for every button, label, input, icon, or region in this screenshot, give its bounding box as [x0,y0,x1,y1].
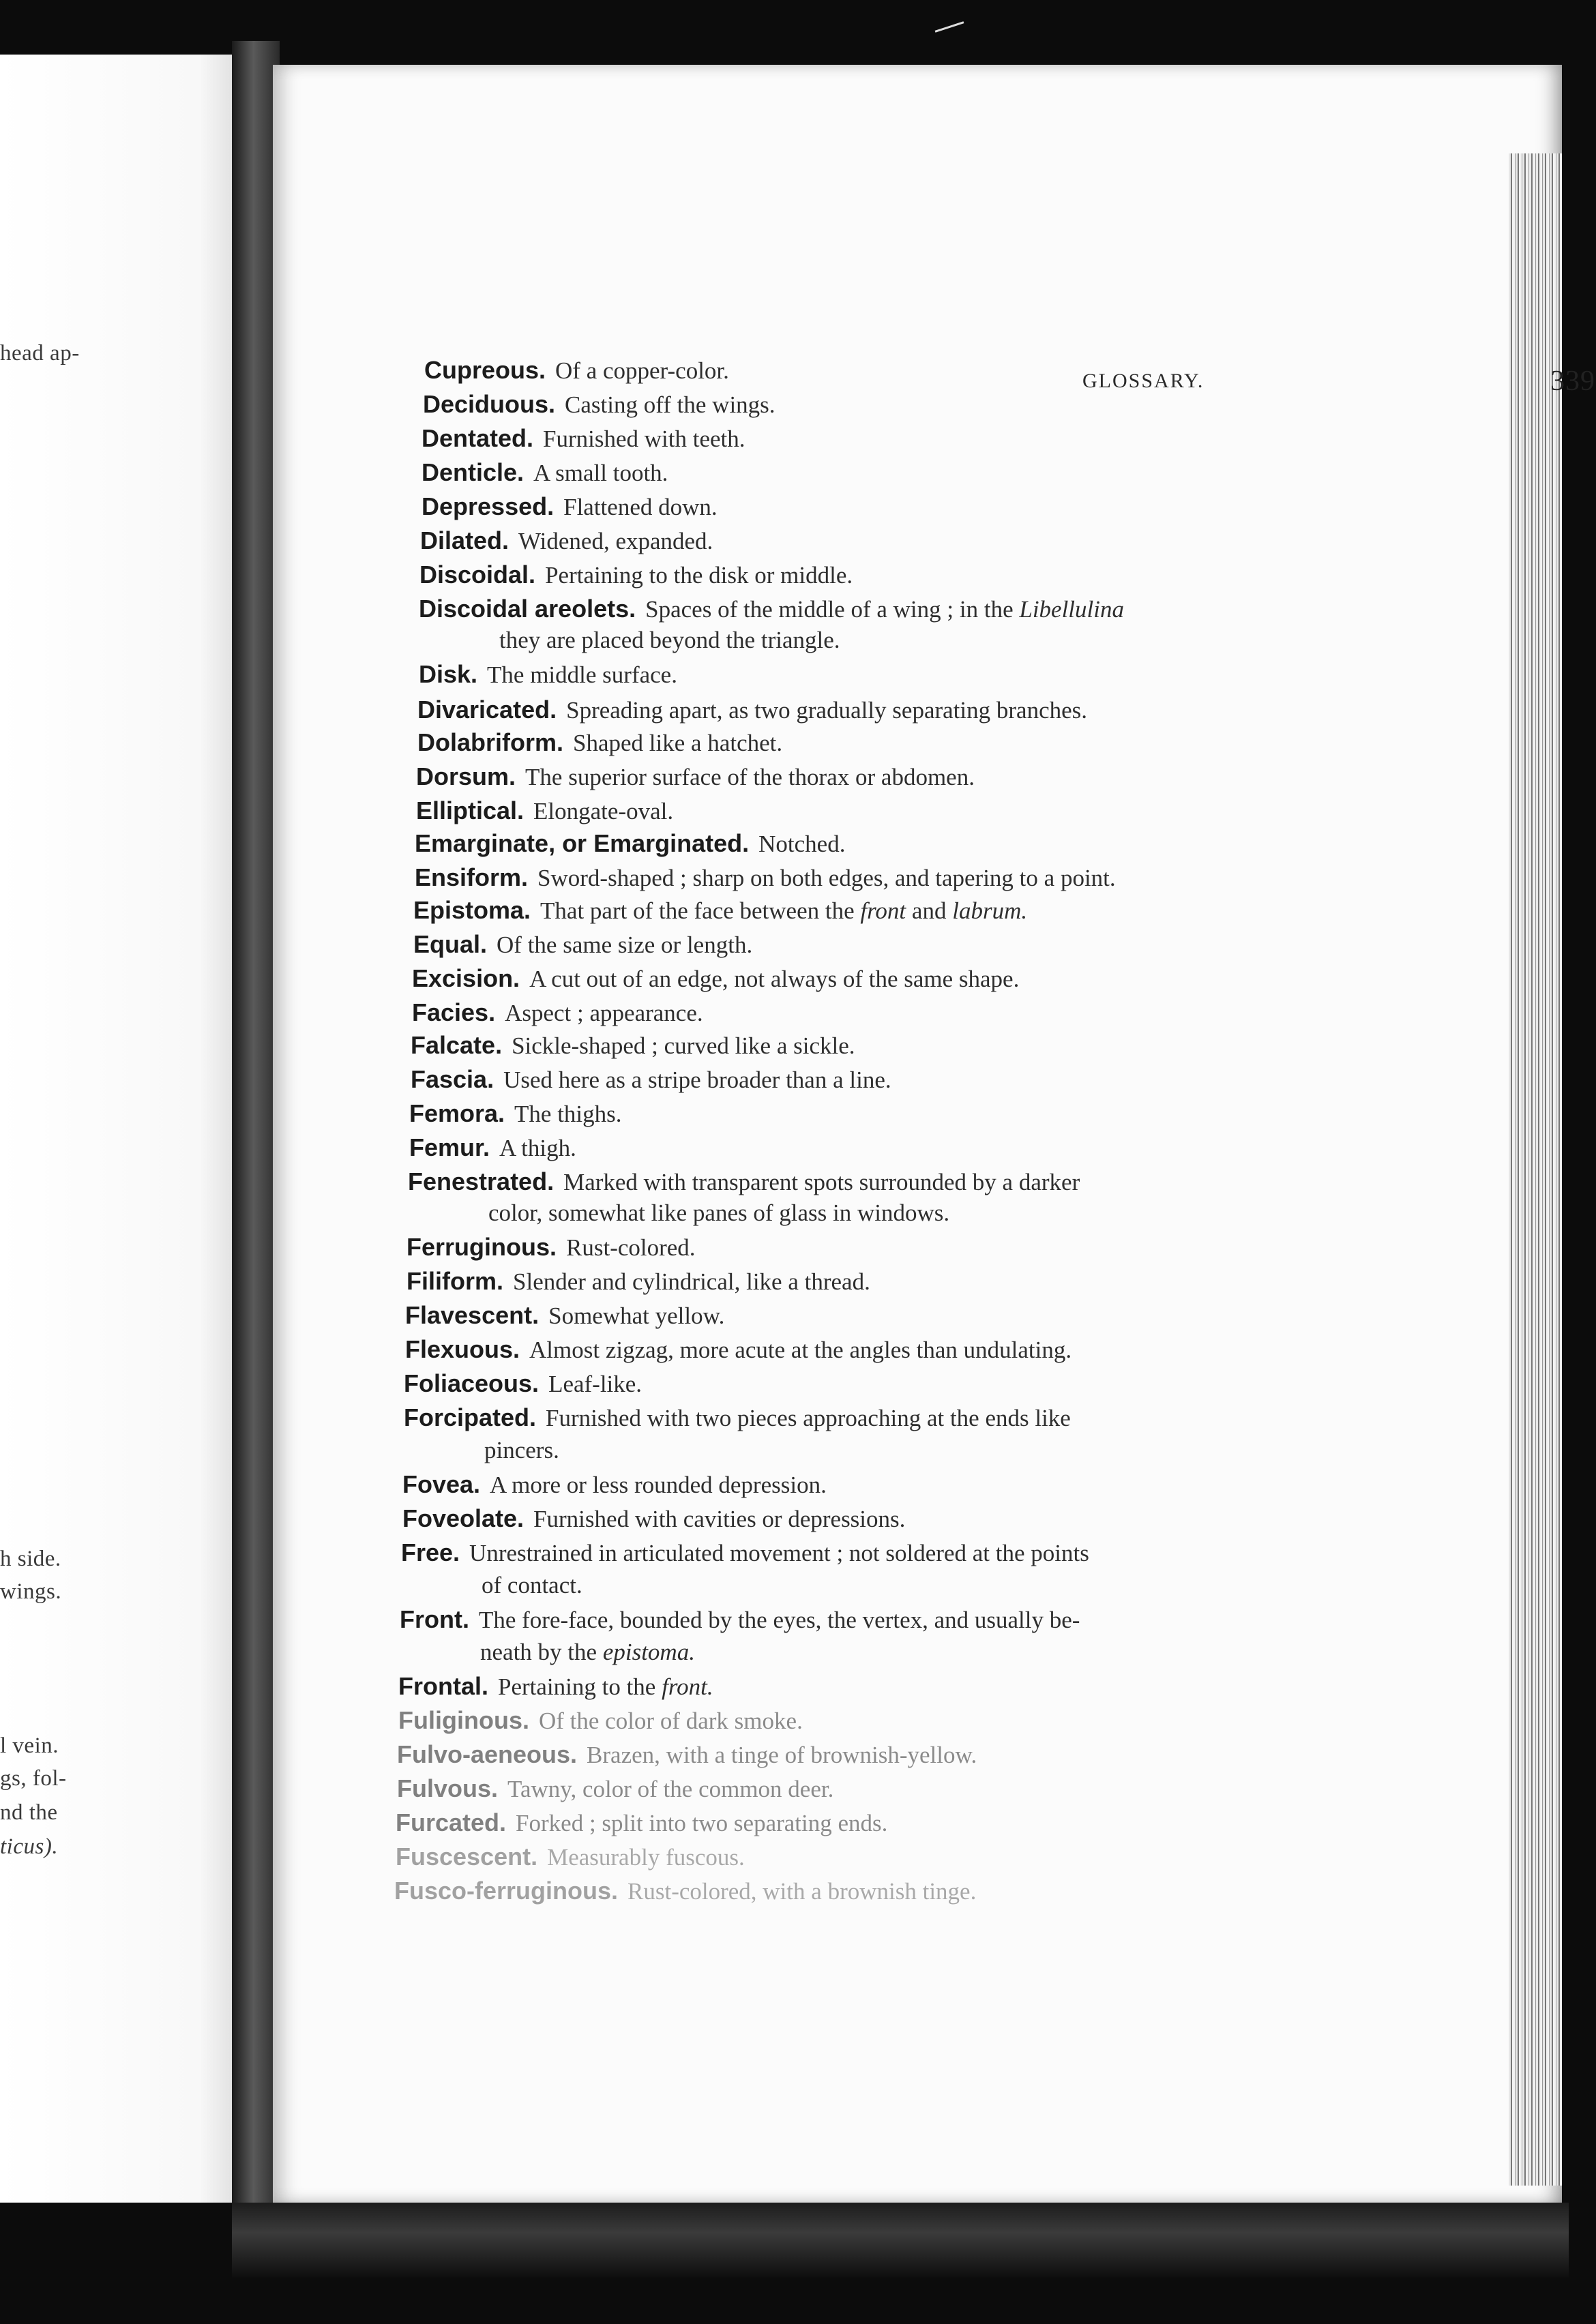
glossary-entry: Free. Unrestrained in articulated movement ; not soldered at the points [401,1538,1089,1566]
scan-mark [935,21,964,32]
glossary-entry: Denticle. A small tooth. [422,458,668,486]
glossary-entry: Frontal. Pertaining to the front. [398,1672,713,1700]
glossary-entry: Divaricated. Spreading apart, as two gradually separating branches. [417,696,1088,724]
glossary-entry: Fuscescent. Measurably fuscous. [396,1843,745,1871]
left-page-fragment: gs, fol- [0,1766,67,1791]
glossary-entry: Fulvous. Tawny, color of the common deer. [397,1774,834,1802]
glossary-entry: Equal. Of the same size or length. [413,930,753,958]
page-number: 339 [1550,366,1595,397]
glossary-entry: Ensiform. Sword-shaped ; sharp on both edges, and tapering to a point. [415,863,1116,891]
glossary-entry: Furcated. Forked ; split into two separating ends. [396,1808,888,1836]
glossary-entry: Fusco-ferruginous. Rust-colored, with a brownish tinge. [394,1877,977,1905]
glossary-entry: Dilated. Widened, expanded. [420,526,713,554]
glossary-entries [273,65,1562,2203]
glossary-entry: Fulvo-aeneous. Brazen, with a tinge of brownish-yellow. [397,1740,977,1768]
glossary-entry: Dolabriform. Shaped like a hatchet. [417,728,783,756]
glossary-entry: Foliaceous. Leaf-like. [404,1369,642,1397]
left-page-fragment: wings. [0,1579,62,1604]
glossary-entry: Dorsum. The superior surface of the thorax or abdomen. [416,762,975,790]
glossary-entry: Fuliginous. Of the color of dark smoke. [398,1706,803,1734]
glossary-entry: Foveolate. Furnished with cavities or depressions. [402,1504,906,1532]
glossary-entry: Forcipated. Furnished with two pieces approaching at the ends like [404,1403,1071,1431]
glossary-entry: Depressed. Flattened down. [422,492,718,520]
glossary-entry: Flexuous. Almost zigzag, more acute at the angles than undulating. [405,1335,1072,1363]
running-head: GLOSSARY. [1082,370,1205,392]
glossary-entry: Excision. A cut out of an edge, not always of the same shape. [412,964,1020,992]
glossary-entry-continuation: they are placed beyond the triangle. [499,627,840,653]
glossary-entry: Fenestrated. Marked with transparent spots surrounded by a darker [408,1167,1080,1195]
glossary-entry: Ferruginous. Rust-colored. [407,1233,696,1261]
glossary-entry: Disk. The middle surface. [419,660,677,688]
glossary-entry: Flavescent. Somewhat yellow. [405,1301,725,1329]
glossary-entry: Facies. Aspect ; appearance. [412,998,703,1026]
glossary-entry: Fovea. A more or less rounded depression. [402,1470,827,1498]
glossary-entry: Filiform. Slender and cylindrical, like a thread. [407,1267,870,1295]
glossary-entry: Femora. The thighs. [409,1099,622,1127]
glossary-entry: Deciduous. Casting off the wings. [423,390,775,418]
glossary-entry: Femur. A thigh. [409,1133,576,1161]
glossary-entry: Falcate. Sickle-shaped ; curved like a sickle. [411,1031,855,1059]
glossary-entry-continuation: of contact. [482,1572,582,1598]
glossary-entry: Cupreous. Of a copper-color. [424,356,729,384]
glossary-entry-continuation: pincers. [484,1437,559,1463]
glossary-entry: Discoidal areolets. Spaces of the middle of a wing ; in the Libellulina [419,595,1124,623]
glossary-entry: Front. The fore-face, bounded by the eyes, the vertex, and usually be- [400,1605,1080,1633]
left-page-fragment: nd the [0,1800,58,1825]
glossary-entry: Epistoma. That part of the face between the front and labrum. [413,896,1028,924]
left-page-fragment: h side. [0,1547,61,1571]
glossary-entry: Elliptical. Elongate-oval. [416,796,674,824]
glossary-entry: Discoidal. Pertaining to the disk or middle. [419,561,853,589]
left-page-fragment: l vein. [0,1733,59,1758]
glossary-entry: Fascia. Used here as a stripe broader than a line. [411,1065,891,1093]
left-page-fragment: head ap- [0,341,80,366]
glossary-entry: Emarginate, or Emarginated. Notched. [415,829,846,857]
left-facing-page [0,55,249,2203]
glossary-entry-continuation: neath by the epistoma. [480,1639,695,1665]
left-page-fragment: ticus). [0,1834,59,1859]
glossary-page [273,65,1595,2203]
glossary-entry-continuation: color, somewhat like panes of glass in windows. [488,1200,950,1226]
scan-bottom-edge [232,2203,1569,2278]
glossary-entry: Dentated. Furnished with teeth. [422,424,745,452]
